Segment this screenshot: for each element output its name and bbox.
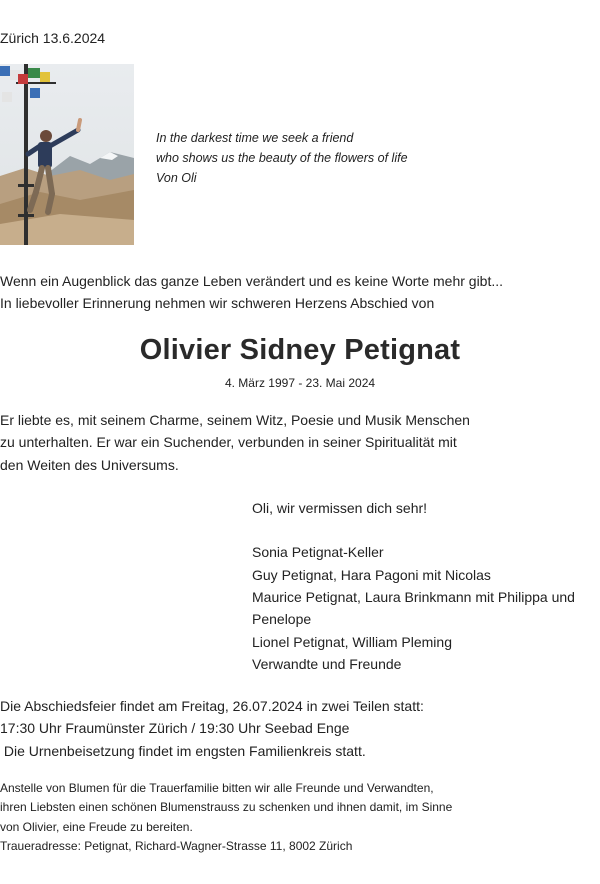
quote-line: In the darkest time we seek a friend	[156, 131, 354, 145]
farewell-message: Oli, wir vermissen dich sehr!	[252, 500, 428, 516]
ceremony-line: 17:30 Uhr Fraumünster Zürich / 19:30 Uhr Seebad Enge	[0, 720, 350, 736]
mourner-line: Verwandte und Freunde	[252, 656, 402, 672]
tribute-line: den Weiten des Universums.	[0, 457, 179, 473]
quote-line: who shows us the beauty of the flowers of life	[156, 151, 408, 165]
tribute-line: Er liebte es, mit seinem Charme, seinem Witz, Poesie und Musik Menschen	[0, 412, 470, 428]
ceremony-line: Die Urnenbeisetzung findet im engsten Familienkreis statt.	[0, 743, 366, 759]
ceremony-line: Die Abschiedsfeier findet am Freitag, 26.07.2024 in zwei Teilen statt:	[0, 698, 424, 714]
tribute-line: zu unterhalten. Er war ein Suchender, verbunden in seiner Spiritualität mit	[0, 434, 457, 450]
place-date: Zürich 13.6.2024	[0, 30, 106, 46]
mourner-line: Guy Petignat, Hara Pagoni mit Nicolas	[252, 567, 491, 583]
mourning-address: Traueradresse: Petignat, Richard-Wagner-Strasse 11, 8002 Zürich	[0, 839, 353, 853]
mourner-line: Lionel Petignat, William Pleming	[252, 634, 452, 650]
mourner-line: Maurice Petignat, Laura Brinkmann mit Philippa und	[252, 589, 575, 605]
intro-line: In liebevoller Erinnerung nehmen wir schweren Herzens Abschied von	[0, 295, 435, 311]
notice-line: Anstelle von Blumen für die Trauerfamilie bitten wir alle Freunde und Verwandten,	[0, 781, 434, 795]
notice-line: von Olivier, eine Freude zu bereiten.	[0, 820, 193, 834]
memorial-photo	[0, 64, 134, 245]
deceased-name: Olivier Sidney Petignat	[139, 334, 461, 366]
notice-line: ihren Liebsten einen schönen Blumenstrauss zu schenken und ihnen damit, im Sinne	[0, 800, 453, 814]
quote-author: Von Oli	[156, 171, 197, 185]
intro-line: Wenn ein Augenblick das ganze Leben verändert und es keine Worte mehr gibt...	[0, 273, 504, 289]
life-dates: 4. März 1997 - 23. Mai 2024	[224, 376, 376, 390]
mourner-line: Sonia Petignat-Keller	[252, 544, 384, 560]
mourner-line: Penelope	[252, 611, 312, 627]
